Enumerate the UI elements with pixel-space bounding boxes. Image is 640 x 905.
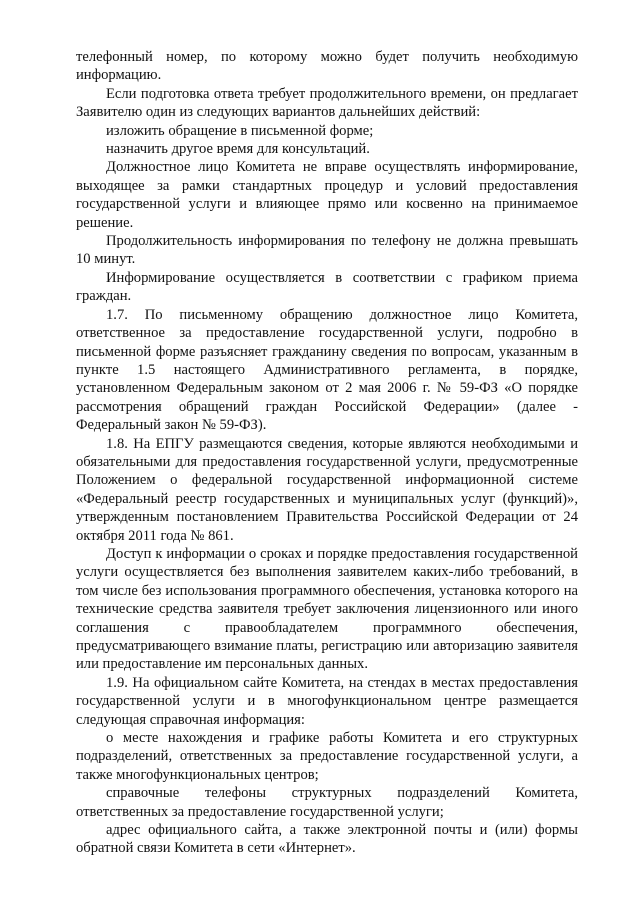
paragraph: Должностное лицо Комитета не вправе осуществлять информирование, выходящее за рамки стандартных процедур и условий предоставления государственной услуги и влияющее прямо или косвенно на принимаемое решение. <box>76 159 578 231</box>
paragraph-section-1-8: 1.8. На ЕПГУ размещаются сведения, которые являются необходимыми и обязательными для предоставления государственной услуги, предусмотренные Положением о федеральной государственной информационной системе «Федеральный реестр государственных и муниципальных услуг (функций)», утвержденным постановлением Правительства Российской Федерации от 24 октября 2011 года № 861. <box>76 435 578 544</box>
paragraph: назначить другое время для консультаций. <box>106 141 370 158</box>
paragraph: о месте нахождения и графике работы Комитета и его структурных подразделений, ответственных за предоставление государственной услуги, а также многофункциональных центров; <box>76 730 578 783</box>
paragraph: телефонный номер, по которому можно будет получить необходимую информацию. <box>76 49 578 84</box>
paragraph: Доступ к информации о сроках и порядке предоставления государственной услуги осуществляется без выполнения заявителем каких-либо требований, в том числе без использования программного обеспечения, установка которого на технические средства заявителя требует заключения лицензионного или иного соглашения с правообладателем программного обеспечения, предусматривающего взимание платы, регистрацию или авторизацию заявителя или предоставление им персональных данных. <box>76 545 578 673</box>
paragraph-section-1-7: 1.7. По письменному обращению должностное лицо Комитета, ответственное за предоставление государственной услуги, подробно в письменной форме разъясняет гражданину сведения по вопросам, указанным в пункте 1.5 настоящего Административного регламента, в порядке, установленном Федеральным законом от 2 мая 2006 г. № 59-ФЗ «О порядке рассмотрения обращений граждан Российской Федерации» (далее - Федеральный закон № 59-ФЗ). <box>76 306 578 434</box>
paragraph: адрес официального сайта, а также электронной почты и (или) формы обратной связи Комитета в сети «Интернет». <box>76 822 578 857</box>
paragraph: справочные телефоны структурных подразделений Комитета, ответственных за предоставление государственной услуги; <box>76 785 578 820</box>
document-page <box>76 48 578 858</box>
paragraph: изложить обращение в письменной форме; <box>106 122 374 139</box>
paragraph-section-1-9: 1.9. На официальном сайте Комитета, на стендах в местах предоставления государственной услуги и в многофункциональном центре размещается следующая справочная информация: <box>76 674 578 728</box>
paragraph: Продолжительность информирования по телефону не должна превышать 10 минут. <box>76 233 578 268</box>
paragraph: Если подготовка ответа требует продолжительного времени, он предлагает Заявителю один из следующих вариантов дальнейших действий: <box>76 85 578 121</box>
paragraph: Информирование осуществляется в соответствии с графиком приема граждан. <box>76 269 578 305</box>
